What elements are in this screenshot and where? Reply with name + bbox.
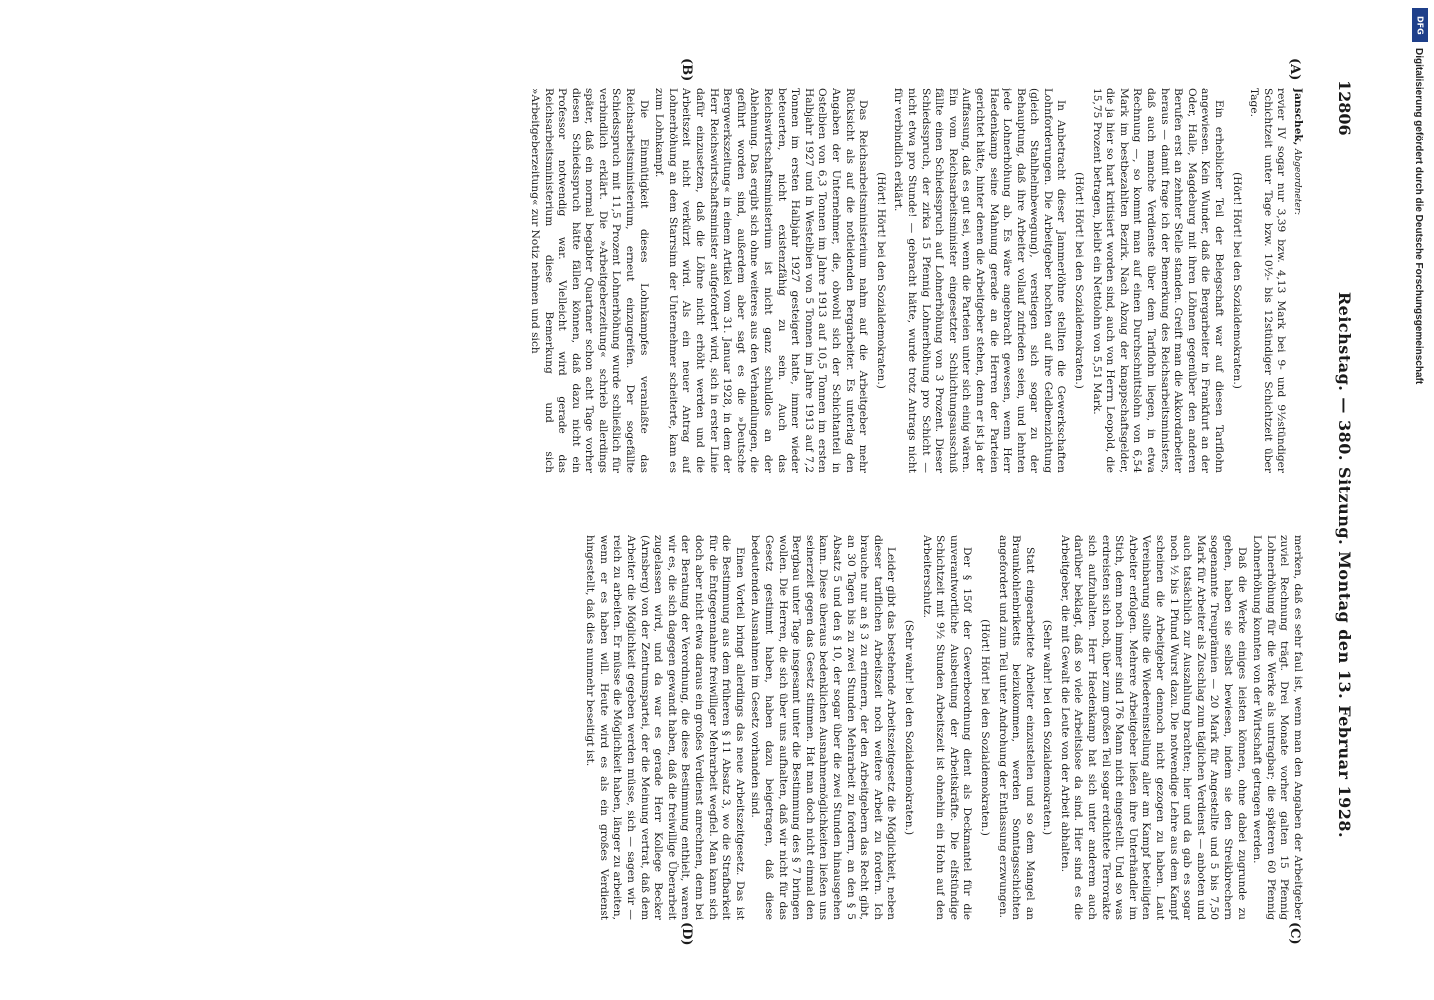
paragraph: Leider gibt das bestehende Arbeitszeitgesetz die Möglichkeit, neben dieser tariflichen Arbeitszeit noch weitere Arbeit zu fordern. Ich brauche nur an § 3 zu erinnern, der den Arbeitgebern das Recht gibt, an 30 Tagen bis zu zwei Stunden Mehrarbeit zu fordern, an den § 5 Absatz 5 und den § 10, der sogar über die zwei Stunden hinausgehen kann. Diese überaus bedenklichen Ausnahmemöglichkeiten ließen uns seinerzeit gegen das Gesetz stimmen. Hat man doch nicht einmal den Bergbau unter Tage insgesamt unter die Bestimmung des § 7 bringen wollen. Die Herren, die sich über uns aufhalten, daß wir nicht für das Gesetz gestimmt haben, haben dazu beigetragen, daß diese bedeutenden Ausnahmen im Gesetz vorhanden sind. — [749, 535, 898, 920]
left-column — [144, 88, 1304, 473]
paragraph: Die Einmütigkeit dieses Lohnkampfes veranlaßte das Reichsarbeitsministerium, erneut einzugreifen. Der sogefällte Schiedsspruch mit 11,5 Prozent Lohnerhöhung wurde schließlich für verbindlich erklärt. Die »Arbeitgeberzeitung« schrieb allerdings später, daß ein normal begabter Quartaner schon acht Tage vorher diesen Schiedsspruch hätte fällen können, daß dazu nicht ein Professor notwendig war. Vielleicht wird gerade das Reichsarbeitsministerium diese Bemerkung und sich »Arbeitgeberzeitung« zur Notiz nehmen und sich — [528, 88, 650, 473]
interjection: (Hört! Hört! bei den Sozialdemokraten.) — [1230, 172, 1243, 389]
right-column — [524, 535, 1304, 920]
margin-mark-d: (D) — [679, 922, 694, 946]
interjection: (Hört! Hört! bei den Sozialdemokraten.) — [1073, 172, 1086, 389]
margin-mark-c: (C) — [1287, 922, 1302, 945]
margin-mark-b: (B) — [679, 58, 694, 82]
page-header — [1318, 80, 1354, 920]
paragraph: Einen Vorteil bringt allerdings das neue Arbeitszeitgesetz. Das ist die Bestimmung aus dem früheren § 11 Absatz 3, wo die Strafbarkeit für die Entgegennahme freiwilliger Mehrarbeit wegfiel. Man kann sich doch aber nicht etwa daraus ein großes Verdienst anrechnen, denn bei der Beratung der Verordnung, die diese Bestimmung enthielt, waren wir es, die sich dagegen gewandt haben, daß die freiwillige Überarbeit zugelassen wird, und da war es gerade Herr Kollege Becker (Arnsberg) von der Zentrumspartei, der die Meinung vertrat, daß dem Arbeiter die Möglichkeit gegeben werden müsse, sich — sagen wir — reich zu arbeiten. Er müsse die Möglichkeit haben, länger zu arbeiten, wenn er es haben will. Heute wird es als ein großes Verdienst hingestellt, daß dies nunmehr beseitigt ist. — [584, 535, 746, 920]
paragraph: In Anbetracht dieser Jammerlöhne stellten die Gewerkschaften Lohnforderungen. Die Arbeitgeber hochten auf ihre Geldbenzichtung (gleich Stahlhelmbewegung), verstiegen sich sogar zu der Behauptung, daß ihre Arbeiter vollauf zufrieden seien, und lehnten jede Lohnerhöhung ab. Es wäre angebracht gewesen, wenn Herr Haedenkamp seine Mahnung gerade an die Herren der Parteien gerichtet hätte, hinter denen die Arbeitgeber stehen, denn er ist ja der Auffassung, daß es gut sei, wenn die Parteien unter sich einig wären. Ein vom Reichsarbeitsminister eingesetzter Schlichtungsausschuß fällte einen Schiedsspruch auf Lohnerhöhung von 3 Prozent. Dieser Schiedsspruch, der zirka 15 Pfennig Lohnerhöhung pro Schicht — nicht etwa pro Stunde! — gebracht hätte, wurde trotz Antrags nicht für verbindlich erklärt. — [892, 88, 1068, 473]
paragraph: Daß die Werke einiges leisten können, ohne dabei zugrunde zu gehen, haben sie selbst bewiesen, indem sie den Streikbrechern sogenannte Treuprämien — 20 Mark für Angestellte und 5 bis 7,50 Mark für Arbeiter als Zuschlag zum täglichen Verdienst — anboten und auch tatsächlich zur Auszahlung brachten; hier und da gab es sogar noch ½ bis 1 Pfund Wurst dazu. Die notwendige Lehre aus dem Kampf scheinen die Arbeitgeber dennoch nicht gezogen zu haben. Laut Vereinbarung sollte die Wiedereinstellung aller am Kampf beteiligten Arbeiter erfolgen. Mehrere Arbeitgeber ließen ihre Unterhändler im Stich, denn noch immer sind 176 Mann nicht eingestellt. Und so was erdreisten sich noch, über zum großen Teil sogar erdichtete Terrorakte sich aufzuhalten. Herr Haedenkamp hat sich unter anderem auch darüber beklagt, daß so viele Arbeitslose da sind. Hier sind es die Arbeitgeber, die mit Gewalt die Leute von der Arbeit abhalten. — [1058, 535, 1248, 920]
speaker-line — [1289, 88, 1304, 473]
running-title: Reichstag. — 380. Sitzung. Montag den 13. Februar 1928. — [1335, 291, 1354, 839]
interjection: (Sehr wahr! bei den Sozialdemokraten.) — [902, 619, 915, 836]
paragraph: merken, daß es sehr faul ist, wenn man den Angaben der Arbeitgeber zuviel Rechnung trägt. Drei Monate vorher galten 15 Pfennig Lohnerhöhung für die Werke als untragbar; die späteren 60 Pfennig Lohnerhöhung konnten von der Wirtschaft getragen werden. — [1251, 535, 1304, 920]
paragraph: Das Reichsarbeitsministerium nahm auf die Arbeitgeber mehr Rücksicht als auf die notleidenden Bergarbeiter. Es unterlag den Angaben der Unternehmer, die, obwohl sich der Schichtanteil in Ostelbien von 6,3 Tonnen im Jahre 1913 auf 10,5 Tonnen im ersten Halbjahr 1927 und in Westelbien von 5 Tonnen im Jahre 1913 auf 7,2 Tonnen im ersten Halbjahr 1927 gesteigert hatte, immer wieder beteuerten, nicht existenzfähig zu sein. Auch das Reichswirtschaftsministerium ist nicht ganz schuldlos an der Ablehnung. Das ergibt sich ohne weiteres aus den Verhandlungen, die geführt worden sind, außerdem aber sagt es die »Deutsche Bergwerkszeitung« in einem Artikel vom 31. Januar 1928, in dem der Herr Reichswirtschaftsminister aufgefordert wird, sich in erster Linie dafür einzusetzen, daß die Löhne nicht erhöht werden und die Arbeitszeit nicht verkürzt wird. Als ein neuer Antrag auf Lohnerhöhung an dem Starrsinn der Unternehmer scheiterte, kam es zum Lohnkampf. — [653, 88, 870, 473]
paragraph: Ein erheblicher Teil der Belegschaft war auf diesen Tariflohn angewiesen. Kein Wunder, daß die Bergarbeiter in Frankfurt an der Oder, Halle, Magdeburg mit ihren Löhnen gegenüber den anderen Berufen erst an zehnter Stelle standen. Greift man die Akkordarbeiter heraus — damit frage ich der Bemerkung des Reichsarbeitsministers, daß auch manche Verdienste über dem Tariflohn liegen, in etwa Rechnung —, so kommt man auf einen Durchschnittslohn von 6,54 Mark im bestbezahlten Bezirk. Nach Abzug der knappschaftsgelder, die ja hier so hart kritisiert worden sind, auch von Herrn Leopold, die 15,75 Prozent betragen, bleibt ein Nettolohn von 5,51 Mark. — [1090, 88, 1226, 473]
funding-text: Digitalisierung gefördert durch die Deutsche Forschungsgemeinschaft — [1413, 48, 1424, 385]
speaker-name: Janschek, — [1292, 88, 1304, 146]
margin-mark-a: (A) — [1287, 58, 1302, 81]
page-number: 12806 — [1335, 80, 1354, 136]
interjection: (Hört! Hört! bei den Sozialdemokraten.) — [978, 619, 991, 836]
interjection: (Sehr wahr! bei den Sozialdemokraten.) — [1041, 619, 1054, 836]
paragraph: Statt eingearbeitete Arbeiter einzustellen und so dem Mangel an Braunkohlenbriketts beizukommen, werden Sonntagsschichten angefordert und zum Teil unter Androhung der Entlassung erzwungen. — [996, 535, 1036, 920]
interjection: (Hört! Hört! bei den Sozialdemokraten.) — [874, 172, 887, 389]
paragraph: Der § 150f der Gewerbeordnung dient als Deckmantel für die unverantwortliche Ausbeutung der Arbeitskräfte. Die elfstündige Schichtzeit mit 9½ Stunden Arbeitszeit ist ohnehin ein Hohn auf den Arbeiterschutz. — [920, 535, 974, 920]
funding-notice — [1412, 8, 1430, 708]
speaker-role: Abgeordneter: — [1292, 148, 1302, 216]
paragraph: revier IV sogar nur 3,39 bzw. 4,13 Mark bei 9- und 9½stündiger Schichtzeit unter Tage bzw. 10½- bis 12stündiger Schichtzeit über Tage. — [1248, 88, 1288, 473]
dfg-logo: DFG — [1412, 8, 1428, 42]
